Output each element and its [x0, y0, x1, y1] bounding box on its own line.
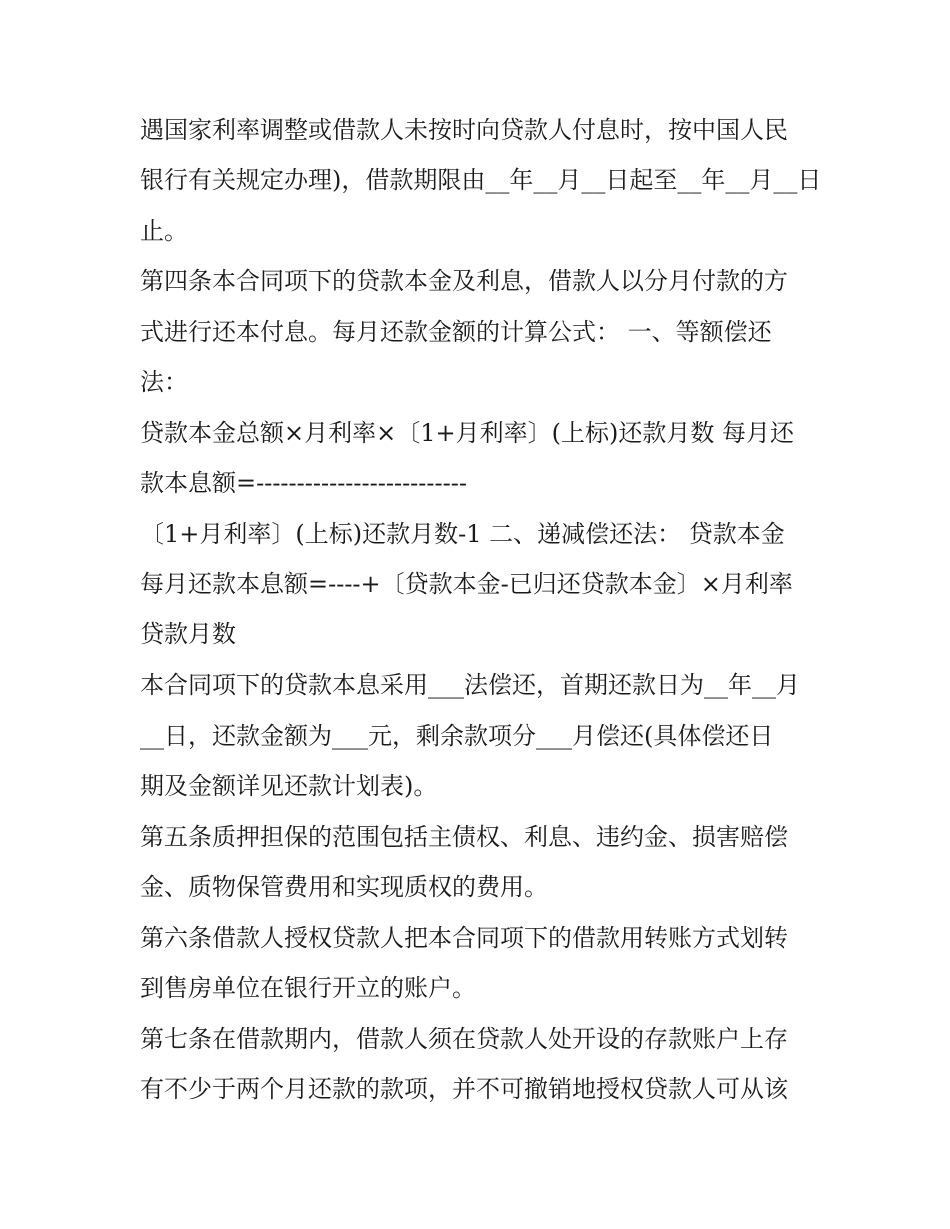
- text-line: 遇国家利率调整或借款人未按时向贷款人付息时，按中国人民: [140, 116, 788, 144]
- text-line: 〔1+月利率〕(上标)还款月数-1 二、递减偿还法： 贷款本金: [140, 520, 785, 548]
- text-line: 金、质物保管费用和实现质权的费用。: [140, 873, 548, 901]
- text-line: 式进行还本付息。每月还款金额的计算公式： 一、等额偿还: [140, 318, 772, 346]
- text-line: 止。: [140, 217, 188, 245]
- text-line: __日，还款金额为___元，剩余款项分___月偿还(具体偿还日: [140, 722, 774, 750]
- text-line: 贷款本金总额×月利率×〔1+月利率〕(上标)还款月数 每月还: [140, 419, 794, 447]
- text-line: 本合同项下的贷款本息采用___法偿还，首期还款日为__年__月: [140, 671, 800, 699]
- text-line: 银行有关规定办理)，借款期限由__年__月__日起至__年__月__日: [140, 166, 822, 194]
- text-line: 有不少于两个月还款的款项，并不可撤销地授权贷款人可从该: [140, 1075, 788, 1103]
- text-line: 第五条质押担保的范围包括主债权、利息、违约金、损害赔偿: [140, 823, 788, 851]
- text-line: 到售房单位在银行开立的账户。: [140, 974, 476, 1002]
- text-line: 第四条本合同项下的贷款本金及利息，借款人以分月付款的方: [140, 267, 788, 295]
- text-line: 每月还款本息额=----+〔贷款本金-已归还贷款本金〕×月利率: [140, 570, 793, 598]
- text-line: 款本息额=--------------------------: [140, 469, 467, 497]
- text-line: 法：: [140, 368, 188, 396]
- text-line: 第六条借款人授权贷款人把本合同项下的借款用转账方式划转: [140, 924, 788, 952]
- text-line: 第七条在借款期内，借款人须在贷款人处开设的存款账户上存: [140, 1025, 788, 1053]
- text-line: 贷款月数: [140, 620, 236, 648]
- text-line: 期及金额详见还款计划表)。: [140, 772, 438, 800]
